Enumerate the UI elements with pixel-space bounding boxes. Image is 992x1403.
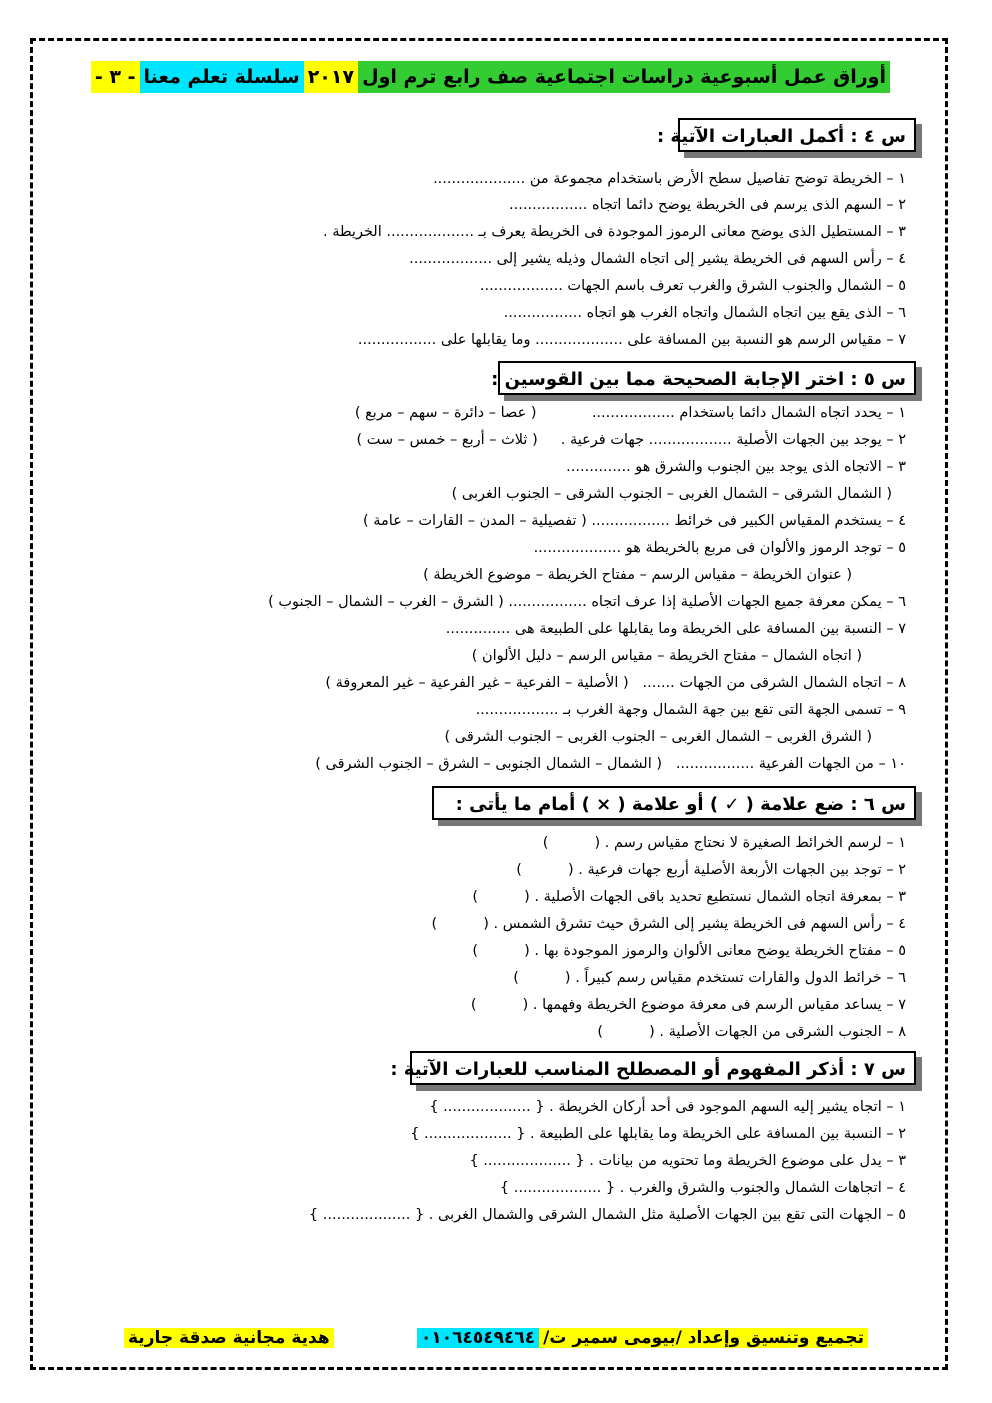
q6-item-4: ٤ – رأس السهم فى الخريطة يشير إلى الشرق حيث تشرق الشمس . ( ) bbox=[431, 916, 906, 932]
header-year: ٢٠١٧ bbox=[304, 61, 358, 93]
page-header bbox=[94, 61, 890, 93]
footer-credit bbox=[417, 1323, 868, 1353]
q4-item-7: ٧ – مقياس الرسم هو النسبة بين المسافة على ................... وما يقابلها على ................. bbox=[357, 332, 906, 348]
q7-item-5: ٥ – الجهات التى تقع بين الجهات الأصلية مثل الشمال الشرقى والشمال الغربى . { ................... } bbox=[308, 1207, 906, 1223]
q7-title: س ٧ : أذكر المفهوم أو المصطلح المناسب للعبارات الآتية : bbox=[410, 1051, 916, 1085]
header-series: سلسلة تعلم معنا bbox=[140, 61, 304, 93]
q5-title: س ٥ : اختر الإجابة الصحيحة مما بين القوسين : bbox=[498, 361, 916, 395]
q6-item-5: ٥ – مفتاح الخريطة يوضح معانى الألوان والرموز الموجودة بها . ( ) bbox=[472, 943, 906, 959]
footer-phone: ٠١٠٦٤٥٤٩٤٦٤ bbox=[417, 1328, 539, 1348]
q5-item-5: ٥ – توجد الرموز والألوان فى مربع بالخريطة هو ................... bbox=[533, 540, 906, 556]
q4-item-5: ٥ – الشمال والجنوب الشرق والغرب تعرف باسم الجهات .................. bbox=[479, 278, 906, 294]
q5-item-10: ١٠ – من الجهات الفرعية ................. ( الشمال – الشمال الجنوبى – الشرق – الجنوب الشرقى ) bbox=[315, 756, 906, 772]
q5-item-6: ٦ – يمكن معرفة جميع الجهات الأصلية إذا عرف اتجاه ................. ( الشرق – الغرب – الشمال – الجنوب ) bbox=[268, 594, 906, 610]
q6-item-3: ٣ – بمعرفة اتجاه الشمال نستطيع تحديد باقى الجهات الأصلية . ( ) bbox=[472, 889, 906, 905]
header-number: - ٣ - bbox=[91, 61, 140, 93]
q6-item-2: ٢ – توجد بين الجهات الأربعة الأصلية أربع جهات فرعية . ( ) bbox=[516, 862, 906, 878]
q7-item-3: ٣ – يدل على موضوع الخريطة وما تحتويه من بيانات . { ................... } bbox=[469, 1153, 906, 1169]
q5-item-9: ٩ – تسمى الجهة التى تقع بين جهة الشمال وجهة الغرب بـ .................. bbox=[475, 702, 906, 718]
q5-item-3: ٣ – الاتجاه الذى يوجد بين الجنوب والشرق هو .............. bbox=[566, 459, 906, 475]
q5-item-8: ٨ – اتجاه الشمال الشرقى من الجهات ....... ( الأصلية – الفرعية – غير الفرعية – غير المعروفة ) bbox=[325, 675, 906, 691]
q5-item-4: ٤ – يستخدم المقياس الكبير فى خرائط ................. ( تفصيلية – المدن – القارات – عامة ) bbox=[362, 513, 906, 529]
header-title: أوراق عمل أسبوعية دراسات اجتماعية صف رابع ترم اول bbox=[358, 61, 890, 93]
q5-item-1: ١ – يحدد اتجاه الشمال دائما باستخدام .................. ( عصا – دائرة – سهم – مربع ) bbox=[354, 405, 906, 421]
q5-item-7-options: ( اتجاه الشمال – مفتاح الخريطة – مقياس الرسم – دليل الألوان ) bbox=[471, 648, 862, 664]
q6-item-8: ٨ – الجنوب الشرقى من الجهات الأصلية . ( ) bbox=[597, 1024, 906, 1040]
q4-item-3: ٣ – المستطيل الذى يوضح معانى الرموز الموجودة فى الخريطة يعرف بـ ................... الخريطة . bbox=[323, 224, 906, 240]
q7-item-4: ٤ – اتجاهات الشمال والجنوب والشرق والغرب . { ................... } bbox=[499, 1180, 906, 1196]
q4-item-2: ٢ – السهم الذى يرسم فى الخريطة يوضح دائما اتجاه ................. bbox=[509, 197, 906, 213]
q6-item-7: ٧ – يساعد مقياس الرسم فى معرفة موضوع الخريطة وفهمها . ( ) bbox=[470, 997, 906, 1013]
q5-item-3-options: ( الشمال الشرقى – الشمال الغربى – الجنوب الشرقى – الجنوب الغربى ) bbox=[451, 486, 892, 502]
q4-item-4: ٤ – رأس السهم فى الخريطة يشير إلى اتجاه الشمال وذيله يشير إلى .................. bbox=[409, 251, 906, 267]
q4-item-6: ٦ – الذى يقع بين اتجاه الشمال واتجاه الغرب هو اتجاه ................. bbox=[503, 305, 906, 321]
footer-author: تجميع وتنسيق وإعداد /بيومى سمير ت/ bbox=[539, 1328, 868, 1348]
q5-item-2: ٢ – يوجد بين الجهات الأصلية .................. جهات فرعية . ( ثلاث – أربع – خمس – ست ) bbox=[356, 432, 906, 448]
footer-gift: هدية مجانية صدقة جارية bbox=[124, 1323, 334, 1353]
q4-title: س ٤ : أكمل العبارات الآتية : bbox=[678, 118, 916, 152]
q4-item-1: ١ – الخريطة توضح تفاصيل سطح الأرض باستخدام مجموعة من .................... bbox=[433, 171, 906, 187]
q6-item-6: ٦ – خرائط الدول والقارات تستخدم مقياس رسم كبيراً . ( ) bbox=[513, 970, 906, 986]
q5-item-9-options: ( الشرق الغربى – الشمال الغربى – الجنوب الغربى – الجنوب الشرقى ) bbox=[444, 729, 872, 745]
q7-item-2: ٢ – النسبة بين المسافة على الخريطة وما يقابلها على الطبيعة . { ................... } bbox=[410, 1126, 906, 1142]
q5-item-7: ٧ – النسبة بين المسافة على الخريطة وما يقابلها على الطبيعة هى .............. bbox=[445, 621, 906, 637]
q6-title: س ٦ : ضع علامة ( ✓ ) أو علامة ( × ) أمام ما يأتى : bbox=[432, 786, 916, 820]
q6-item-1: ١ – لرسم الخرائط الصغيرة لا نحتاج مقياس رسم . ( ) bbox=[542, 835, 906, 851]
q5-item-5-options: ( عنوان الخريطة – مقياس الرسم – مفتاح الخريطة – موضوع الخريطة ) bbox=[423, 567, 852, 583]
q7-item-1: ١ – اتجاه يشير إليه السهم الموجود فى أحد أركان الخريطة . { ................... } bbox=[429, 1099, 906, 1115]
